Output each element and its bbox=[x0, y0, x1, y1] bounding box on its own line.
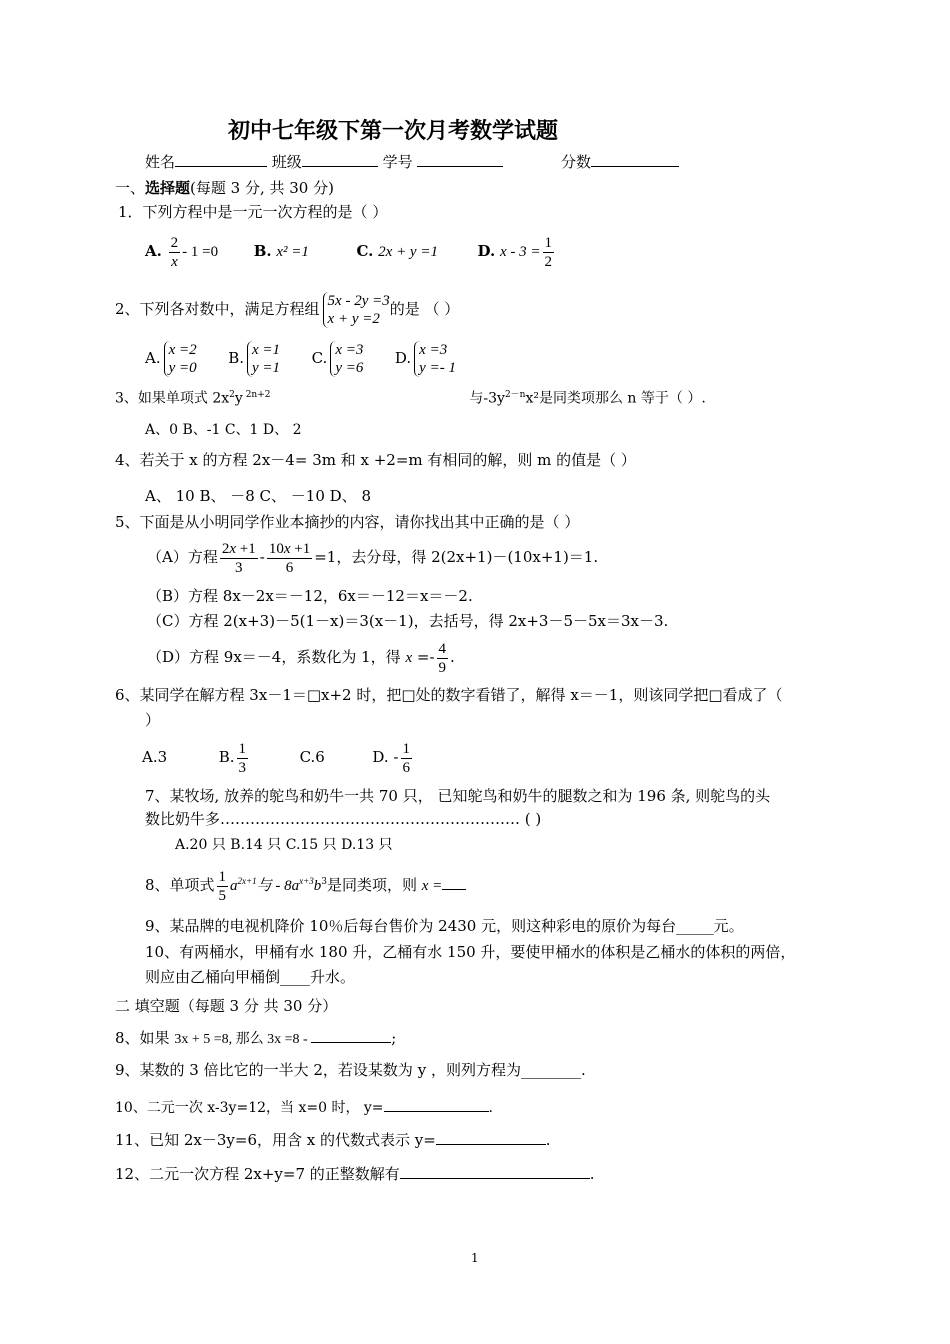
page-number: 1 bbox=[471, 1251, 479, 1265]
q5-option-a-before: （A）方程 bbox=[147, 548, 218, 566]
section1-header bbox=[115, 178, 334, 198]
section1-name: 选择题 bbox=[145, 179, 191, 197]
q8-line: 8、单项式 $\frac{1}{5}$ $a^{2x+1}$与 - $8a^{x+3}b^3$是同类项，则 x = bbox=[145, 858, 466, 904]
q2-option-c-label: C. bbox=[311, 349, 328, 367]
q5-option-c: （C）方程 2(x+3)－5(1－x)＝3(x－1)，去括号，得 2x+3－5－5x＝3x－3. bbox=[147, 612, 669, 630]
q10-line2: 则应由乙桶向甲桶倒____升水。 bbox=[145, 968, 356, 986]
q2-option-b: x =1 y =1 bbox=[247, 341, 280, 377]
page-title: 初中七年级下第一次月考数学试题 bbox=[228, 119, 559, 144]
f10-text: 10、二元一次 x-3y=12，当 x=0 时， y= bbox=[115, 1100, 384, 1116]
q2-option-a-label: A. bbox=[145, 349, 161, 367]
student-info-line bbox=[145, 152, 679, 172]
q1-option-c-expr: 2x + y =1 bbox=[378, 244, 438, 260]
section1-number: 一、 bbox=[115, 179, 146, 197]
q1-option-b-label: B. bbox=[253, 242, 272, 260]
f8-line bbox=[115, 1028, 396, 1050]
class-label: 班级 bbox=[271, 153, 302, 171]
f8-answer-blank[interactable] bbox=[311, 1028, 391, 1043]
id-label: 学号 bbox=[382, 153, 413, 171]
q2-option-c: x =3 y =6 bbox=[330, 341, 363, 377]
q5-option-d-before: （D）方程 9x＝－4，系数化为 1，得 bbox=[147, 648, 401, 666]
section1-note: (每题 3 分, 共 30 分) bbox=[190, 179, 334, 197]
q5-stem: 5、下面是从小明同学作业本摘抄的内容，请你找出其中正确的是（ ） bbox=[115, 513, 580, 531]
q1-option-c-label: C. bbox=[356, 242, 374, 260]
q2-option-d-label: D. bbox=[394, 349, 412, 367]
section2-header: 二 填空题（每题 3 分 共 30 分） bbox=[115, 997, 338, 1015]
q8-before: 8、单项式 bbox=[145, 876, 215, 894]
q5-option-a: （A）方程 $\frac{2x +1}{3}$ - $\frac{10x +1}{6}$ =1，去分母，得 2(2x+1)－(10x+1)＝1. bbox=[147, 540, 599, 576]
q6-fraction-d: $\frac{1}{6}$ bbox=[402, 740, 411, 776]
q3-options: A、0 B、-1 C、1 D、 2 bbox=[145, 422, 302, 438]
q2-stem-before: 2、下列各对数中，满足方程组 bbox=[115, 300, 320, 318]
q2-option-b-label: B. bbox=[228, 349, 244, 367]
q8-mid: 与 - 8a bbox=[256, 878, 300, 894]
q1-options bbox=[145, 230, 556, 272]
q5-option-b: （B）方程 8x－2x＝－12，6x＝－12＝x＝－2. bbox=[147, 587, 473, 605]
q1-fraction-a: $\frac{2}{x}$ bbox=[170, 234, 179, 270]
class-blank[interactable] bbox=[302, 152, 378, 167]
f11-line: 11、已知 2x－3y=6，用含 x 的代数式表示 y= . bbox=[115, 1131, 551, 1149]
q9-line: 9、某品牌的电视机降价 10％后每台售价为 2430 元，则这种彩电的原价为每台_____元。 bbox=[145, 917, 744, 935]
q1-option-d-label: D. bbox=[477, 242, 496, 260]
f12-answer-blank[interactable] bbox=[400, 1164, 590, 1179]
q1-option-a-rest: - 1 =0 bbox=[182, 244, 219, 260]
f11-text: 11、已知 2x－3y=6，用含 x 的代数式表示 y= bbox=[115, 1131, 436, 1149]
q5-fraction-d: $\frac{4}{9}$ bbox=[438, 640, 447, 676]
q6-option-d-label: D. - bbox=[372, 748, 399, 766]
q3-stem: 3、如果单项式 $2x^2y$ $^{2n+2}$ 与$-3y^{2-n}x^2$是同类项那么 n 等于（ ）. bbox=[115, 390, 706, 407]
f10-answer-blank[interactable] bbox=[384, 1097, 489, 1112]
score-blank[interactable] bbox=[591, 152, 679, 167]
q8-fraction: $\frac{1}{5}$ bbox=[218, 868, 227, 904]
f10-line: 10、二元一次 x-3y=12，当 x=0 时， y= . bbox=[115, 1097, 493, 1118]
q2-option-a: x =2 y =0 bbox=[164, 341, 197, 377]
name-label: 姓名 bbox=[145, 153, 176, 171]
q2-option-d: x =3 y =- 1 bbox=[414, 341, 456, 377]
f8-after: ; bbox=[391, 1029, 397, 1047]
f8-before: 8、如果 bbox=[115, 1029, 170, 1047]
f11-answer-blank[interactable] bbox=[436, 1130, 546, 1145]
f8-expr: 3x + 5 =8, 那么 3x =8 - bbox=[174, 1032, 312, 1047]
q8-answer-blank[interactable] bbox=[442, 875, 466, 890]
q3-stem-mid: 与-3y bbox=[469, 390, 505, 407]
q3-stem-after: x²是同类项那么 n 等于（ ）. bbox=[525, 390, 706, 407]
q6-option-c: C.6 bbox=[299, 748, 325, 766]
q6-option-a: A.3 bbox=[142, 748, 168, 766]
q2-equation-system: 5x - 2y =3 x + y =2 bbox=[323, 292, 390, 328]
q5-option-a-after: =1，去分母，得 2(2x+1)－(10x+1)＝1. bbox=[314, 548, 599, 566]
q1-option-b-expr: x² =1 bbox=[276, 244, 309, 260]
q7-options: A.20 只 B.14 只 C.15 只 D.13 只 bbox=[175, 837, 393, 853]
f9-line: 9、某数的 3 倍比它的一半大 2，若设某数为 y ，则列方程为________. bbox=[115, 1061, 586, 1079]
q2-stem bbox=[115, 288, 459, 330]
q2-stem-after: 的是 （ ） bbox=[389, 300, 460, 318]
q6-options bbox=[142, 736, 414, 778]
q6-stem-line1: 6、某同学在解方程 3x－1＝□x+2 时，把□处的数字看错了，解得 x＝－1，则该同学把□看成了（ bbox=[115, 686, 783, 704]
q4-stem: 4、若关于 x 的方程 2x－4= 3m 和 x +2=m 有相同的解，则 m 的值是（ ） bbox=[115, 451, 636, 469]
name-blank[interactable] bbox=[175, 152, 267, 167]
q5-option-d: （D）方程 9x＝－4，系数化为 1，得 x =- $\frac{4}{9}$ . bbox=[147, 640, 455, 676]
q5-fraction-2: $\frac{10x +1}{6}$ bbox=[268, 540, 311, 576]
q10-line1: 10、有两桶水，甲桶有水 180 升，乙桶有水 150 升，要使甲桶水的体积是乙桶水的体积的两倍， bbox=[145, 943, 796, 961]
q1-fraction-d: $\frac{1}{2}$ bbox=[544, 234, 553, 270]
q8-equation: x = bbox=[421, 878, 443, 894]
q3-stem-before: 3、如果单项式 2x bbox=[115, 390, 230, 407]
q7-stem-line1: 7、某牧场, 放养的鸵鸟和奶牛一共 70 只， 已知鸵鸟和奶牛的腿数之和为 196 条, 则鸵鸟的头 bbox=[145, 787, 771, 805]
q2-options bbox=[145, 338, 456, 378]
q6-stem-line2: ） bbox=[145, 711, 161, 729]
score-label: 分数 bbox=[560, 153, 591, 171]
q6-option-b-label: B. bbox=[218, 748, 235, 766]
q5-option-d-after: . bbox=[450, 648, 455, 666]
q6-fraction-b: $\frac{1}{3}$ bbox=[238, 740, 247, 776]
q1-option-a-label: A. bbox=[145, 242, 162, 260]
q7-stem-line2: 数比奶牛多…………………………………………………… ( ) bbox=[145, 810, 542, 828]
id-blank[interactable] bbox=[417, 152, 503, 167]
q8-after: 是同类项，则 bbox=[326, 876, 417, 894]
f12-line: 12、二元一次方程 2x+y=7 的正整数解有 . bbox=[115, 1165, 595, 1183]
f12-text: 12、二元一次方程 2x+y=7 的正整数解有 bbox=[115, 1165, 400, 1183]
q1-option-d-expr: x - 3 = bbox=[500, 244, 541, 260]
q1-stem: 1．下列方程中是一元一次方程的是（ ） bbox=[118, 203, 388, 221]
q5-fraction-1: $\frac{2x +1}{3}$ bbox=[221, 540, 256, 576]
q4-options: A、 10 B、 －8 C、 －10 D、 8 bbox=[145, 487, 371, 505]
